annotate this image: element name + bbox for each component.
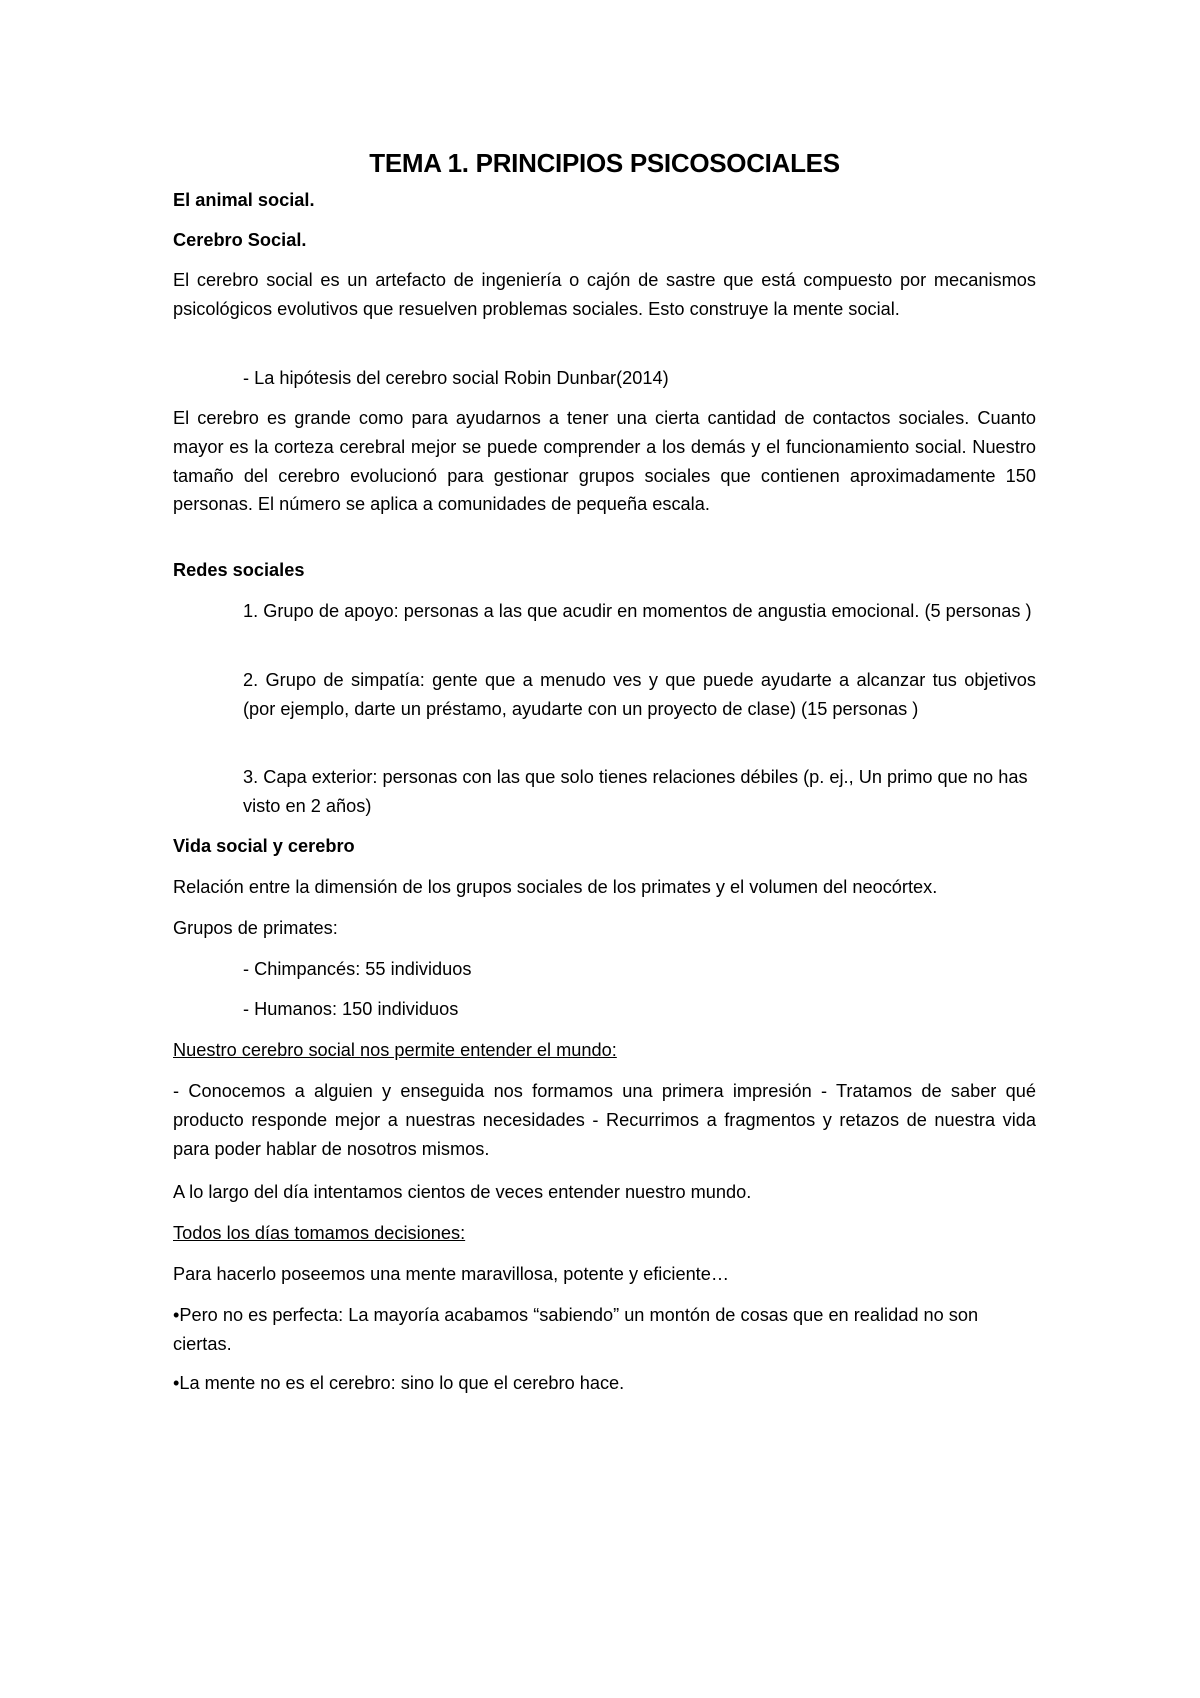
- heading-decisiones: Todos los días tomamos decisiones:: [173, 1223, 466, 1243]
- list-item-hipotesis: - La hipótesis del cerebro social Robin Dunbar(2014): [243, 368, 669, 388]
- paragraph-relacion: Relación entre la dimensión de los grupos sociales de los primates y el volumen del neocórtex.: [173, 877, 938, 897]
- paragraph-conocemos: - Conocemos a alguien y enseguida nos formamos una primera impresión - Tratamos de saber qué producto responde mejor a nuestras necesidades - Recurrimos a fragmentos y retazos de nuestra vida para poder hablar de nosotros mismos.: [173, 1081, 1036, 1159]
- paragraph-para-hacerlo: Para hacerlo poseemos una mente maravillosa, potente y eficiente…: [173, 1264, 730, 1284]
- bullet-item-perfecta: •Pero no es perfecta: La mayoría acabamos “sabiendo” un montón de cosas que en realidad no son ciertas.: [173, 1305, 979, 1354]
- redes-list-item: 1. Grupo de apoyo: personas a las que acudir en momentos de angustia emocional. (5 personas ): [243, 601, 1032, 621]
- paragraph-cerebro-social: El cerebro social es un artefacto de ingeniería o cajón de sastre que está compuesto por mecanismos psicológicos evolutivos que resuelven problemas sociales. Esto construye la mente social.: [173, 270, 1036, 319]
- primates-list-item: - Chimpancés: 55 individuos: [243, 959, 472, 979]
- heading-cerebro-social: Cerebro Social.: [173, 230, 307, 250]
- heading-vida-social: Vida social y cerebro: [173, 836, 355, 856]
- heading-entender-mundo: Nuestro cerebro social nos permite entender el mundo:: [173, 1040, 617, 1060]
- redes-list-item: 3. Capa exterior: personas con las que solo tienes relaciones débiles (p. ej., Un primo que no has visto en 2 años): [243, 767, 1028, 816]
- paragraph-grupos-primates: Grupos de primates:: [173, 918, 338, 938]
- heading-redes-sociales: Redes sociales: [173, 560, 305, 580]
- redes-list-item: 2. Grupo de simpatía: gente que a menudo ves y que puede ayudarte a alcanzar tus objetivos (por ejemplo, darte un préstamo, ayudarte con un proyecto de clase) (15 personas ): [243, 670, 1036, 719]
- heading-animal-social: El animal social.: [173, 190, 315, 210]
- bullet-item-mente: •La mente no es el cerebro: sino lo que el cerebro hace.: [173, 1373, 625, 1393]
- page-title: TEMA 1. PRINCIPIOS PSICOSOCIALES: [369, 148, 840, 178]
- paragraph-cerebro-grande: El cerebro es grande como para ayudarnos a tener una cierta cantidad de contactos sociales. Cuanto mayor es la corteza cerebral mejor se puede comprender a los demás y el funcionamiento social. Nuestro tamaño del cerebro evolucionó para gestionar grupos sociales que contienen aproximadamente 150 personas. El número se aplica a comunidades de pequeña escala.: [173, 408, 1036, 515]
- primates-list-item: - Humanos: 150 individuos: [243, 999, 459, 1019]
- paragraph-a-lo-largo: A lo largo del día intentamos cientos de veces entender nuestro mundo.: [173, 1182, 752, 1202]
